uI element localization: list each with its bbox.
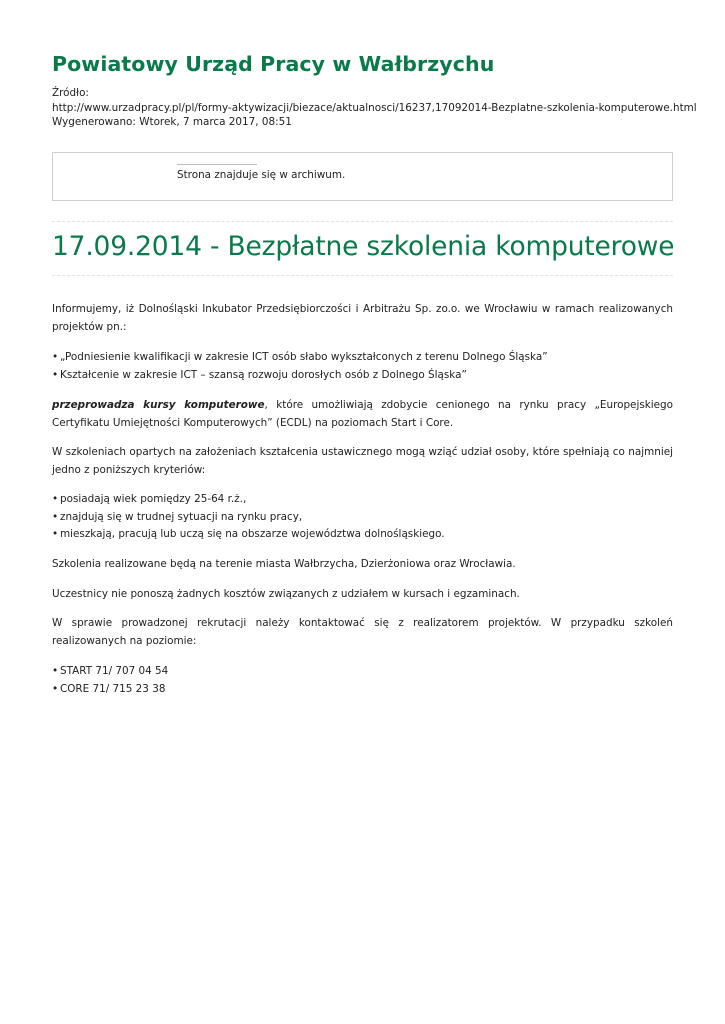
- intro-text: Informujemy, iż Dolnośląski Inkubator Przedsiębiorczości i Arbitrażu Sp. zo.o. we Wrocławiu w ramach realizowanych projektów pn.:: [52, 303, 673, 333]
- archive-divider: [177, 164, 257, 165]
- list-item: • CORE 71/ 715 23 38: [52, 681, 673, 699]
- courses-text: , które umożliwiają zdobycie cenionego na rynku pracy „Europejskiego Certyfikatu Umiejętności Komputerowych” (ECDL) na poziomach Start i Core.: [52, 399, 674, 429]
- article-title: 17.09.2014 - Bezpłatne szkolenia komputerowe: [52, 231, 675, 262]
- criteria-list: [52, 491, 673, 544]
- courses-paragraph: [52, 397, 673, 432]
- criteria-paragraph: [52, 444, 673, 479]
- list-item: • START 71/ 707 04 54: [52, 663, 673, 681]
- generated-date: Wygenerowano: Wtorek, 7 marca 2017, 08:51: [52, 116, 292, 128]
- projects-list: [52, 349, 673, 384]
- contact-paragraph: [52, 615, 673, 650]
- locations-paragraph: [52, 556, 673, 574]
- list-item: • mieszkają, pracują lub uczą się na obszarze województwa dolnośląskiego.: [52, 526, 673, 544]
- list-item: • posiadają wiek pomiędzy 25-64 r.ż.,: [52, 491, 673, 509]
- contacts-list: [52, 663, 673, 698]
- costs-text: Uczestnicy nie ponoszą żadnych kosztów związanych z udziałem w kursach i egzaminach.: [52, 588, 520, 600]
- costs-paragraph: [52, 586, 673, 604]
- source-label: Źródło:: [52, 87, 89, 99]
- site-title: Powiatowy Urząd Pracy w Wałbrzychu: [52, 52, 495, 76]
- locations-text: Szkolenia realizowane będą na terenie miasta Wałbrzycha, Dzierżoniowa oraz Wrocławia.: [52, 558, 516, 570]
- list-item: • znajdują się w trudnej sytuacji na rynku pracy,: [52, 509, 673, 527]
- courses-emphasis: przeprowadza kursy komputerowe: [52, 399, 265, 411]
- intro-paragraph: [52, 301, 673, 336]
- title-top-divider: [52, 221, 673, 222]
- list-item: • Kształcenie w zakresie ICT – szansą rozwoju dorosłych osób z Dolnego Śląska”: [52, 367, 673, 385]
- source-url: http://www.urzadpracy.pl/pl/formy-aktywizacji/biezace/aktualnosci/16237,17092014-Bezplatne-szkolenia-komputerowe.html: [52, 101, 697, 114]
- criteria-intro: W szkoleniach opartych na założeniach kształcenia ustawicznego mogą wziąć udział osoby, które spełniają co najmniej jedno z poniższych kryteriów:: [52, 446, 673, 476]
- archive-notice-text: Strona znajduje się w archiwum.: [177, 169, 346, 181]
- archive-notice-box: [52, 152, 673, 201]
- contact-intro: W sprawie prowadzonej rekrutacji należy kontaktować się z realizatorem projektów. W przypadku szkoleń realizowanych na poziomie:: [52, 617, 673, 647]
- document-meta: [52, 86, 697, 130]
- title-bottom-divider: [52, 275, 673, 276]
- list-item: • „Podniesienie kwalifikacji w zakresie ICT osób słabo wykształconych z terenu Dolnego Śląska”: [52, 349, 673, 367]
